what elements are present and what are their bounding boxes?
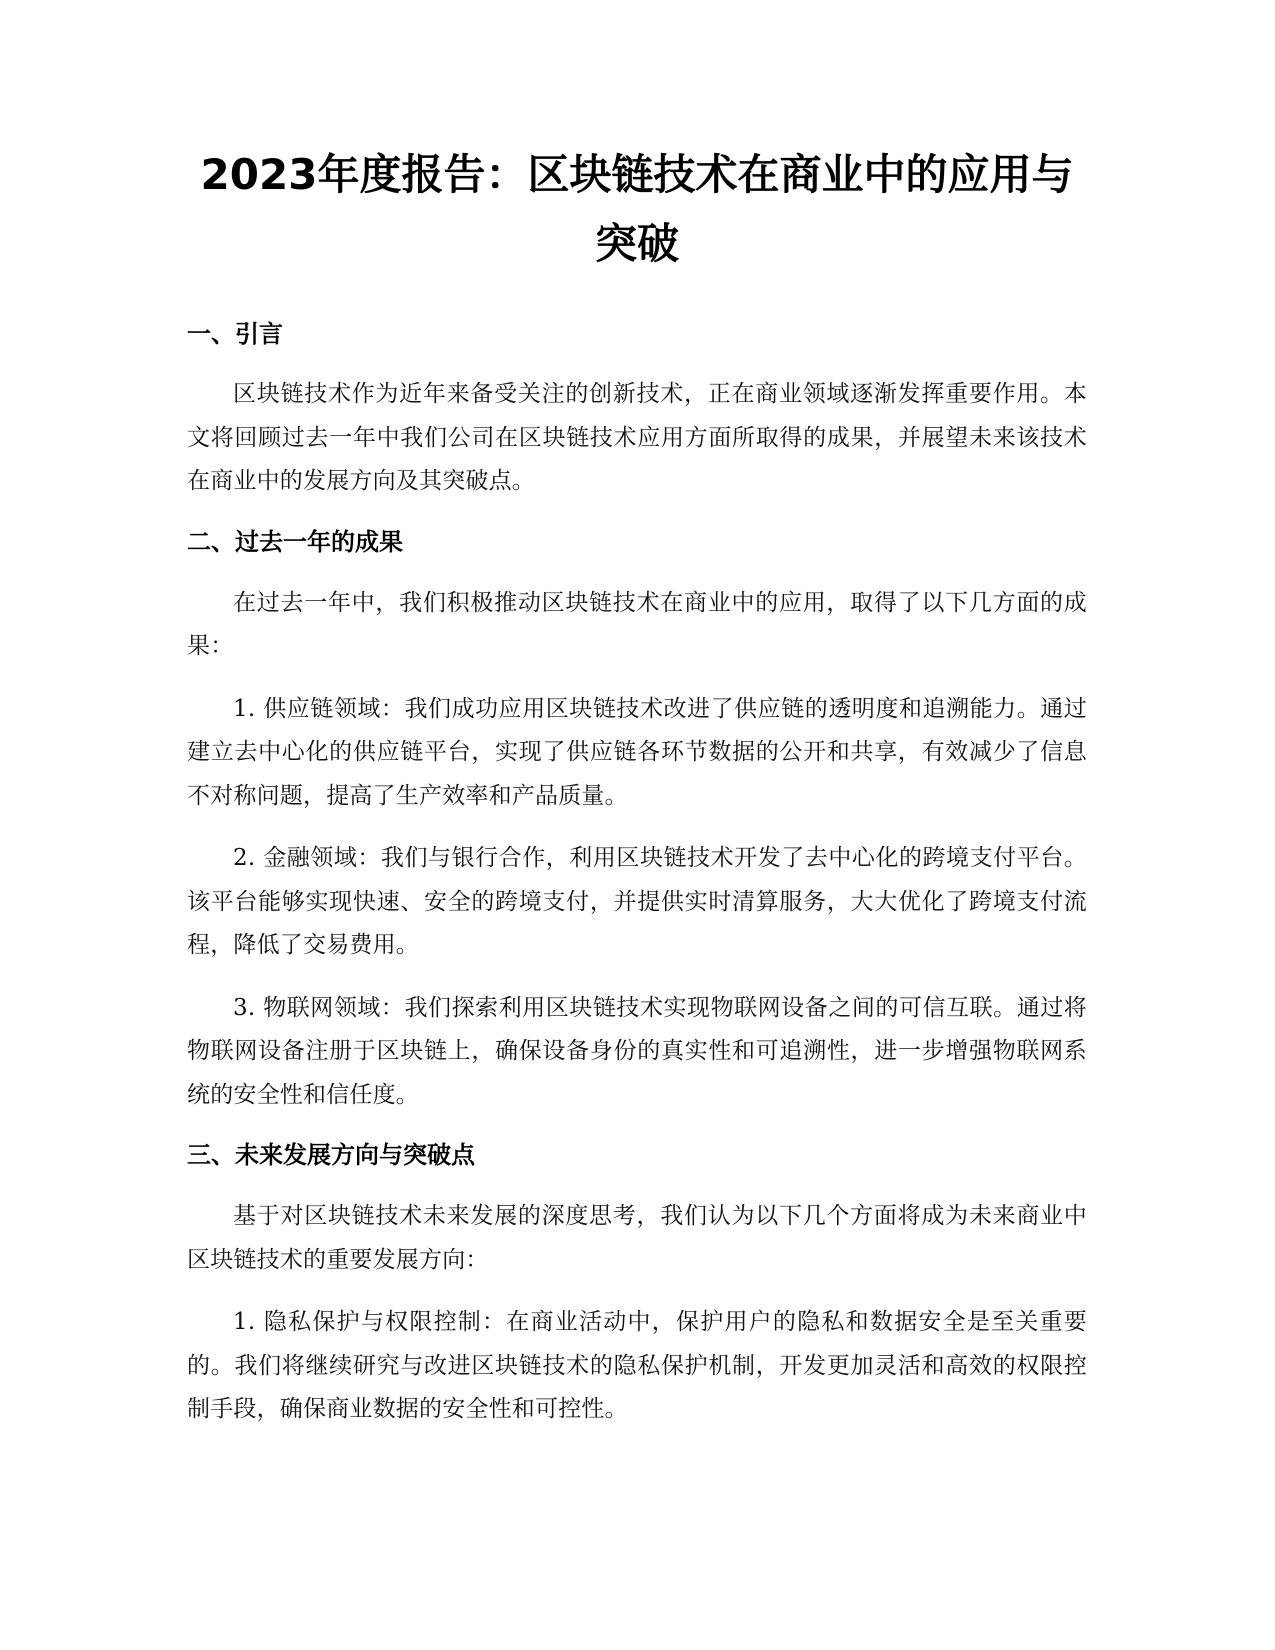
paragraph-finance: 2. 金融领域：我们与银行合作，利用区块链技术开发了去中心化的跨境支付平台。该平台能够实现快速、安全的跨境支付，并提供实时清算服务，大大优化了跨境支付流程，降低了交易费用。	[187, 845, 1087, 958]
document-title: 2023年度报告：区块链技术在商业中的应用与突破	[200, 150, 1074, 268]
paragraph-future-intro: 基于对区块链技术未来发展的深度思考，我们认为以下几个方面将成为未来商业中区块链技术的重要发展方向：	[187, 1203, 1087, 1273]
section-heading-future: 三、未来发展方向与突破点	[187, 1141, 475, 1169]
paragraph-supply-chain: 1. 供应链领域：我们成功应用区块链技术改进了供应链的透明度和追溯能力。通过建立去中心化的供应链平台，实现了供应链各环节数据的公开和共享，有效减少了信息不对称问题，提高了生产效率和产品质量。	[187, 695, 1087, 809]
section-heading-achievements: 二、过去一年的成果	[187, 527, 403, 556]
document-page	[187, 140, 1087, 1432]
section-heading-introduction: 一、引言	[187, 320, 283, 348]
paragraph-iot: 3. 物联网领域：我们探索利用区块链技术实现物联网设备之间的可信互联。通过将物联网设备注册于区块链上，确保设备身份的真实性和可追溯性，进一步增强物联网系统的安全性和信任度。	[187, 994, 1087, 1108]
paragraph-achievements-intro: 在过去一年中，我们积极推动区块链技术在商业中的应用，取得了以下几方面的成果：	[187, 589, 1087, 659]
paragraph-privacy: 1. 隐私保护与权限控制：在商业活动中，保护用户的隐私和数据安全是至关重要的。我们将继续研究与改进区块链技术的隐私保护机制，开发更加灵活和高效的权限控制手段，确保商业数据的安全性和可控性。	[187, 1309, 1087, 1422]
paragraph-introduction: 区块链技术作为近年来备受关注的创新技术，正在商业领域逐渐发挥重要作用。本文将回顾过去一年中我们公司在区块链技术应用方面所取得的成果，并展望未来该技术在商业中的发展方向及其突破点。	[187, 381, 1087, 494]
